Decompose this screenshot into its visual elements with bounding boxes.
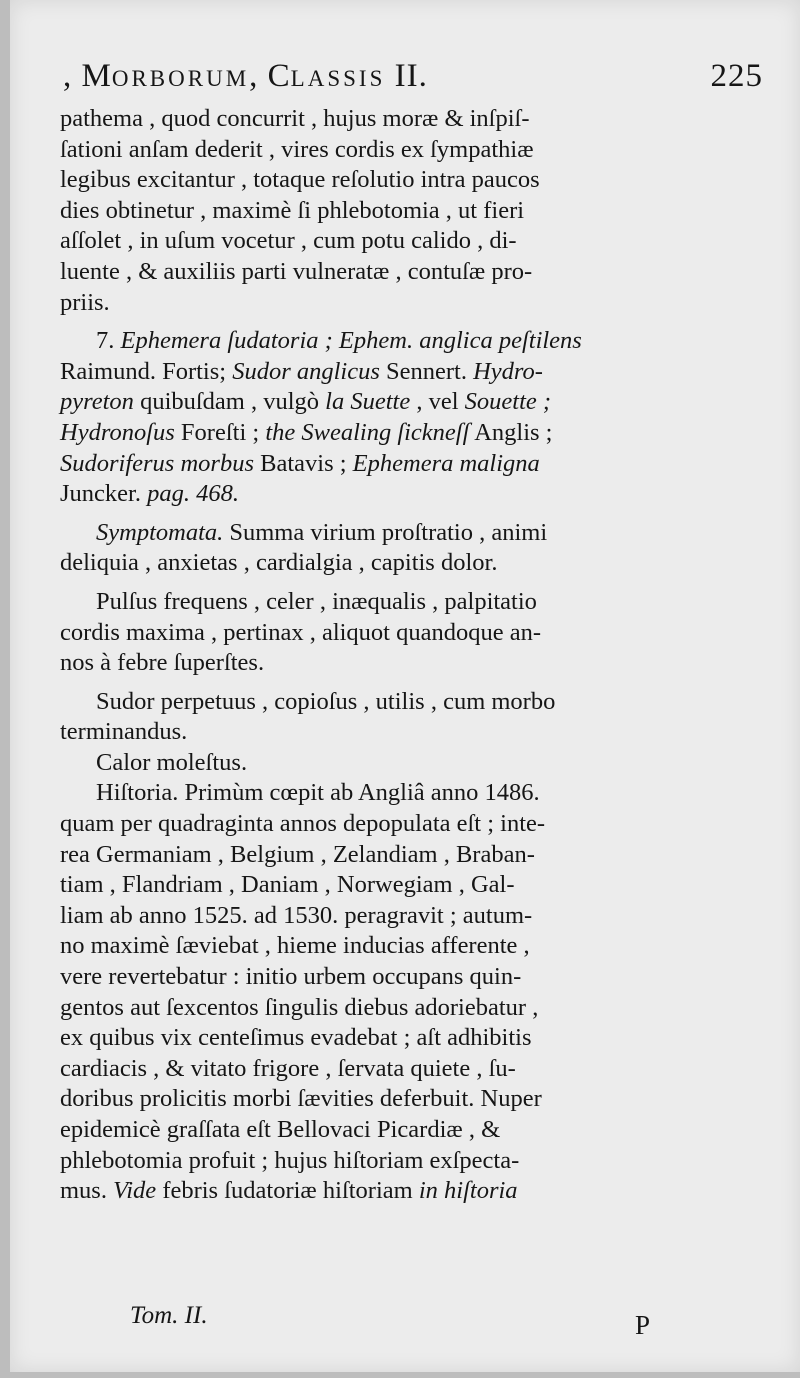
text-line: [60, 479, 760, 510]
text-line: [60, 196, 760, 227]
text-line: [60, 840, 760, 871]
body-text: [60, 104, 760, 1207]
text-run: dies obtinetur , maximè ſi phlebotomia , ut fieri: [60, 196, 525, 224]
text-run: quam per quadraginta annos depopulata eſt ; inte-: [60, 810, 546, 838]
text-run: Sudor perpetuus , copioſus , utilis , cum morbo: [96, 687, 556, 715]
text-line-content: [96, 687, 555, 718]
text-line: [60, 288, 760, 319]
text-line: [60, 1176, 760, 1207]
text-line-content: [60, 357, 543, 388]
text-line-content: [60, 993, 538, 1024]
text-run: Sennert.: [379, 357, 474, 385]
text-run: liam ab anno 1525. ad 1530. peragravit ; autum-: [60, 901, 533, 929]
text-line-content: [60, 418, 552, 449]
text-line-content: [60, 449, 540, 480]
text-run: Anglis ;: [469, 418, 553, 446]
text-run: Summa virium proſtratio , animi: [223, 518, 548, 546]
text-run: Hiſtoria. Primùm cœpit ab Angliâ anno 1486.: [96, 779, 540, 807]
italic-text: Hydro-: [473, 357, 543, 385]
text-line: [60, 449, 760, 480]
paragraph-gap: [60, 579, 760, 587]
italic-text: in hiſtoria: [418, 1177, 518, 1205]
text-run: tiam , Flandriam , Daniam , Norwegiam , Gal-: [60, 871, 515, 899]
text-line: [60, 418, 760, 449]
text-line: [60, 1146, 760, 1177]
text-run: rea Germaniam , Belgium , Zelandiam , Braban-: [60, 840, 535, 868]
text-line-content: [60, 479, 239, 510]
text-line-content: [60, 165, 540, 196]
text-run: vere revertebatur : initio urbem occupans quin-: [60, 963, 522, 991]
text-line-content: [60, 1115, 500, 1146]
italic-text: pag. 468.: [147, 480, 239, 508]
italic-text: the Swealing ſickneſſ: [265, 418, 470, 446]
italic-text: Symptomata.: [96, 518, 224, 546]
text-line: [60, 648, 760, 679]
text-line-content: [60, 1084, 542, 1115]
text-line-content: [60, 870, 515, 901]
text-line: [60, 931, 760, 962]
page-number: 225: [710, 58, 763, 94]
text-line: [60, 226, 760, 257]
italic-text: Souette ;: [464, 388, 552, 416]
text-line: [60, 135, 760, 166]
text-line: [60, 387, 760, 418]
text-line-content: [60, 135, 534, 166]
text-run: ſationi anſam dederit , vires cordis ex ſympathiæ: [60, 135, 534, 163]
text-line-content: [96, 518, 547, 549]
text-line-content: [60, 648, 264, 679]
text-line: [60, 326, 760, 357]
text-run: ex quibus vix centeſimus evadebat ; aſt adhibitis: [60, 1024, 532, 1052]
text-line-content: [60, 1176, 518, 1207]
signature-mark: P: [634, 1310, 650, 1340]
text-line-content: [60, 840, 535, 871]
text-run: cardiacis , & vitato frigore , ſervata quiete , ſu-: [60, 1054, 516, 1082]
text-run: aſſolet , in uſum vocetur , cum potu calido , di-: [60, 227, 517, 255]
running-head-title: , MORBORUM, CLASSIS II.: [63, 58, 428, 94]
text-run: Juncker.: [60, 480, 148, 508]
text-run: , vel: [410, 388, 465, 416]
text-line: [60, 778, 760, 809]
paragraph-gap: [60, 318, 760, 326]
text-line: [60, 1054, 760, 1085]
text-line-content: [60, 1023, 532, 1054]
text-line-content: [96, 778, 540, 809]
italic-text: Sudoriferus morbus: [60, 449, 254, 477]
text-run: phlebotomia profuit ; hujus hiſtoriam exſpecta-: [60, 1146, 520, 1174]
text-run: deliquia , anxietas , cardialgia , capitis dolor.: [60, 549, 498, 577]
italic-text: Ephemera maligna: [352, 449, 540, 477]
text-run: cordis maxima , pertinax , aliquot quandoque an-: [60, 618, 542, 646]
text-line: [60, 587, 760, 618]
text-run: nos à febre ſuperſtes.: [60, 649, 265, 677]
text-run: doribus prolicitis morbi ſævities deferbuit. Nuper: [60, 1085, 542, 1113]
italic-text: Hydronoſus: [60, 418, 175, 446]
text-line: [60, 809, 760, 840]
text-line-content: [60, 196, 524, 227]
text-run: mus.: [60, 1177, 114, 1205]
italic-text: la Suette: [325, 388, 411, 416]
book-page: [10, 0, 800, 1372]
italic-text: Ephemera ſudatoria ; Ephem. anglica peſtilens: [120, 327, 582, 355]
text-line: [60, 687, 760, 718]
text-run: Batavis ;: [253, 449, 353, 477]
text-line: [60, 1115, 760, 1146]
text-line-content: [96, 326, 582, 357]
text-line: [60, 548, 760, 579]
text-line: [60, 748, 760, 779]
text-run: no maximè ſæviebat , hieme inducias afferente ,: [60, 932, 530, 960]
italic-text: Sudor anglicus: [232, 357, 380, 385]
text-run: luente , & auxiliis parti vulneratæ , contuſæ pro-: [60, 257, 533, 285]
text-line-content: [96, 748, 247, 779]
text-run: 7.: [96, 327, 121, 355]
text-run: Pulſus frequens , celer , inæqualis , palpitatio: [96, 587, 537, 615]
text-run: Raimund. Fortis;: [60, 357, 233, 385]
italic-text: pyreton: [60, 388, 134, 416]
text-line: [60, 901, 760, 932]
text-line-content: [60, 1054, 516, 1085]
text-line: [60, 357, 760, 388]
text-run: quibuſdam , vulgò: [133, 388, 326, 416]
text-line-content: [60, 962, 521, 993]
text-line: [60, 104, 760, 135]
running-head: [63, 58, 763, 102]
text-run: gentos aut ſexcentos ſingulis diebus adoriebatur ,: [60, 993, 539, 1021]
text-line: [60, 962, 760, 993]
text-line-content: [60, 104, 530, 135]
text-line-content: [60, 931, 530, 962]
text-line-content: [60, 1146, 519, 1177]
text-line-content: [60, 618, 541, 649]
paragraph-gap: [60, 679, 760, 687]
text-line-content: [60, 809, 545, 840]
text-run: Calor moleſtus.: [96, 748, 248, 776]
text-line-content: [60, 288, 110, 319]
text-run: pathema , quod concurrit , hujus moræ & inſpiſ-: [60, 105, 530, 132]
paragraph-gap: [60, 510, 760, 518]
text-line-content: [60, 548, 497, 579]
text-line: [60, 257, 760, 288]
text-line-content: [60, 257, 532, 288]
page-footer: [130, 1302, 650, 1342]
text-line-content: [60, 901, 532, 932]
text-line-content: [60, 226, 517, 257]
text-line: [60, 518, 760, 549]
text-line: [60, 618, 760, 649]
text-line: [60, 870, 760, 901]
text-run: epidemicè graſſata eſt Bellovaci Picardiæ , &: [60, 1116, 501, 1143]
italic-text: Vide: [113, 1177, 157, 1205]
text-run: Foreſti ;: [174, 418, 266, 446]
text-line: [60, 1023, 760, 1054]
text-run: legibus excitantur , totaque reſolutio intra paucos: [60, 166, 540, 194]
text-line-content: [60, 387, 551, 418]
text-line: [60, 717, 760, 748]
text-run: priis.: [60, 288, 110, 316]
text-line-content: [60, 717, 187, 748]
text-run: febris ſudatoriæ hiſtoriam: [156, 1177, 419, 1205]
text-line: [60, 1084, 760, 1115]
volume-marker: Tom. II.: [130, 1302, 208, 1329]
text-run: terminandus.: [60, 718, 188, 746]
text-line: [60, 993, 760, 1024]
text-line-content: [96, 587, 537, 618]
text-line: [60, 165, 760, 196]
